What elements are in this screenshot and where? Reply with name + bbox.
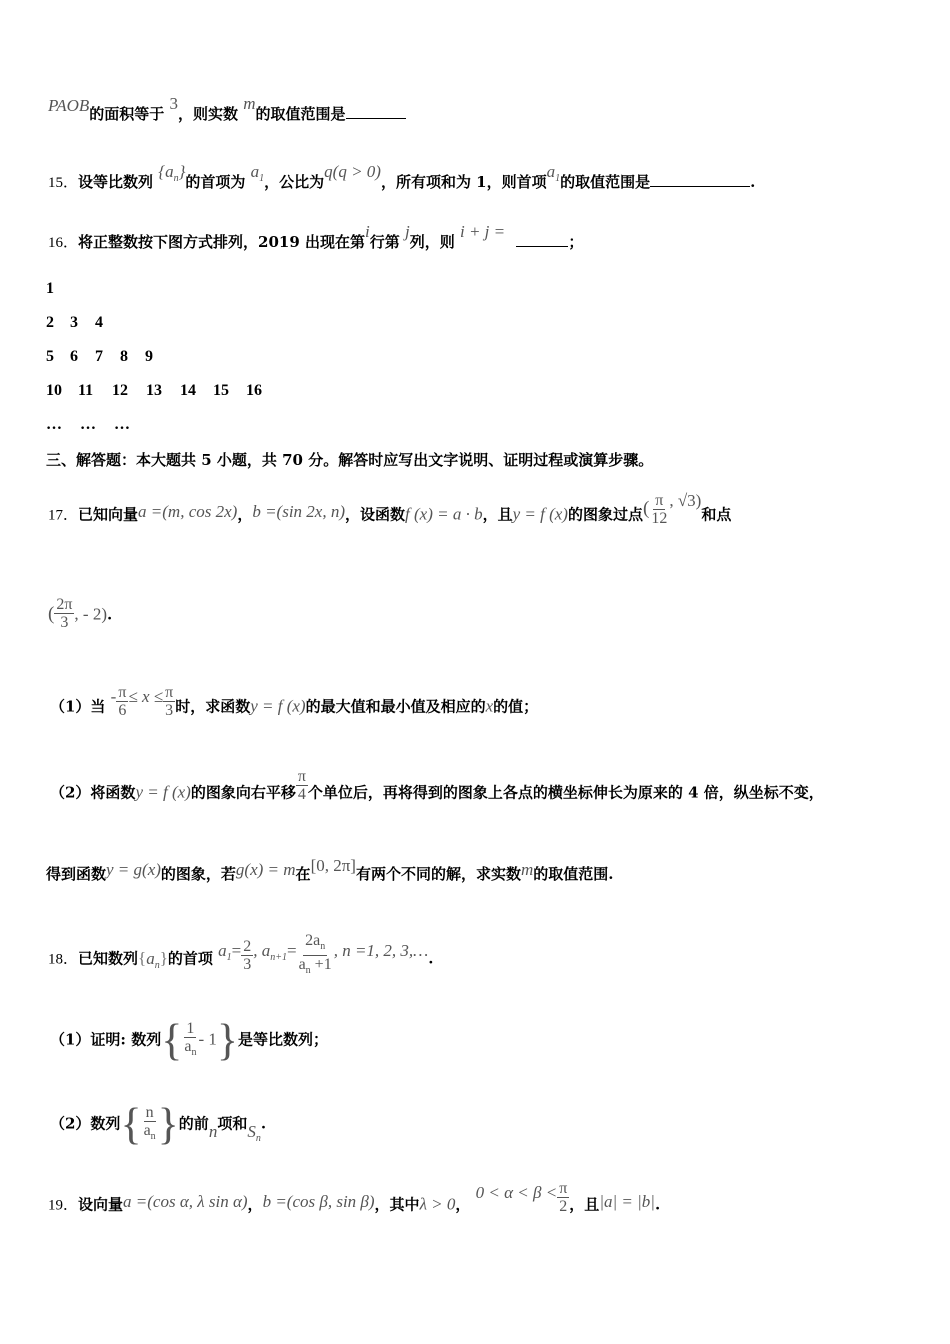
q17-part2: （2）将函数y = f (x)的图象向右平移 $\frac{\pi}{4}$ 个单位后，再将得到的图象上各点的横坐标伸长为原来的 4 倍，纵坐标不变，	[50, 768, 824, 803]
triangle-cell: 15	[213, 382, 229, 399]
answer-blank	[516, 232, 568, 247]
triangle-cell: 16	[246, 382, 262, 399]
triangle-cell: …	[80, 416, 96, 433]
triangle-cell: 3	[70, 314, 78, 331]
triangle-cell: 9	[145, 348, 153, 365]
answer-blank	[650, 172, 750, 187]
vector-a: a =(m, cos 2x)	[138, 501, 238, 521]
vector-a: a =(cos α, λ sin α)	[123, 1191, 248, 1211]
answer-blank	[346, 104, 406, 119]
fraction: $\frac{n}{a_n}$	[143, 1104, 156, 1142]
vector-b: b =(cos β, sin β)	[262, 1191, 375, 1211]
triangle-cell: …	[46, 416, 62, 433]
fraction: $\frac{2a_n}{a_n +1}$	[298, 932, 332, 976]
triangle-cell: 14	[180, 382, 196, 399]
q18-part2: （2）数列{ $\frac{n}{a_n}$ }的前n项和$S_n$.	[50, 1099, 267, 1149]
triangle-cell: 5	[46, 348, 54, 365]
triangle-cell: 11	[78, 382, 94, 399]
question-16: 16．将正整数按下图方式排列，2019 出现在第i行第 j列，则 i + j = ；	[48, 222, 584, 251]
triangle-cell: 4	[95, 314, 103, 331]
q18-part1: （1）证明: 数列{ $\frac{1}{a_n}$ - 1}是等比数列；	[50, 1015, 328, 1065]
question-18: 18．已知数列$\{a_n\}$的首项 $a_1=$ $\frac{2}{3}$ , $a_{n+1}=$ $\frac{2a_n}{a_n +1}$ , n =1, 2, 3,….	[48, 936, 434, 983]
fraction: $\frac{2\pi}{3}$	[56, 596, 73, 631]
triangle-cell: 12	[112, 382, 128, 399]
section-heading: 三、解答题：本大题共 5 小题，共 70 分。解答时应写出文字说明、证明过程或演算步骤。	[46, 451, 654, 469]
q14-tail: PAOB的面积等于 3，则实数 m的取值范围是	[48, 104, 406, 124]
math-paob: PAOB	[48, 96, 90, 115]
question-15: 15．设等比数列 $\{a_n\}$的首项为 $a_1$，公比为q(q > 0)，所有项和为 1，则首项$a_1$的取值范围是 .	[48, 162, 756, 191]
q17-part1: （1）当 - $\frac{\pi}{6}$ ≤ x ≤ $\frac{\pi}{3}$ 时，求函数y = f (x)的最大值和最小值及相应的x的值；	[50, 684, 539, 719]
question-19: 19．设向量a =(cos α, λ sin α)，b =(cos β, sin β)，其中λ > 0， 0 < α < β < $\frac{\pi}{2}$ ，且|a| = |b|.	[48, 1180, 661, 1215]
triangle-cell: …	[114, 416, 130, 433]
vector-b: b =(sin 2x, n)	[252, 501, 346, 521]
fraction: $\frac{\pi}{4}$	[297, 768, 306, 803]
fraction: $\frac{1}{a_n}$	[184, 1020, 197, 1058]
triangle-cell: 10	[46, 382, 62, 399]
triangle-cell: 13	[146, 382, 162, 399]
q17-point2: ( $\frac{2\pi}{3}$ , - 2).	[48, 596, 113, 631]
fraction: $\frac{\pi}{3}$	[165, 684, 174, 719]
triangle-cell: 2	[46, 314, 54, 331]
fraction: $\frac{\pi}{6}$	[118, 684, 127, 719]
fraction: $\frac{\pi}{2}$	[559, 1180, 568, 1215]
triangle-cell: 7	[95, 348, 103, 365]
math-seq: $\{a_n\}$	[158, 162, 186, 184]
fraction: $\frac{2}{3}$	[243, 938, 252, 973]
q17-part2-cont: 得到函数y = g(x)的图象，若g(x) = m在[0, 2π]有两个不同的解，求实数m的取值范围.	[46, 856, 614, 883]
triangle-cell: 8	[120, 348, 128, 365]
triangle-cell: 1	[46, 280, 54, 297]
fraction: $\frac{\pi}{12}$	[651, 492, 668, 527]
triangle-cell: 6	[70, 348, 78, 365]
question-17: 17．已知向量a =(m, cos 2x)，b =(sin 2x, n)，设函数f (x) = a · b，且y = f (x)的图象过点( $\frac{\pi}{12}$ , √3)和点	[48, 490, 732, 527]
